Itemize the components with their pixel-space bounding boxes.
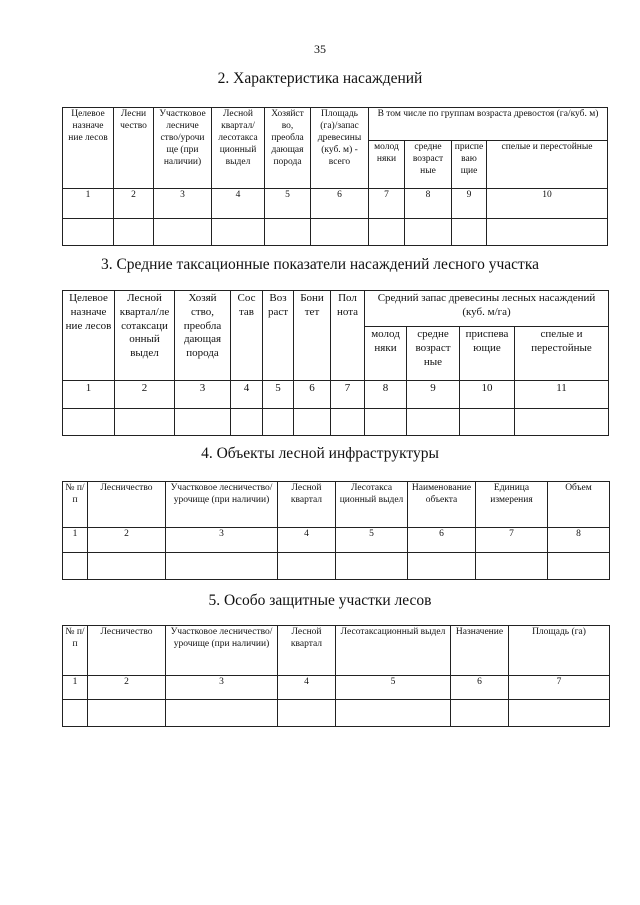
header-forestry: Лесничество	[88, 482, 166, 528]
col-num: 5	[265, 189, 311, 219]
header-middle-aged: средне возраст ные	[407, 327, 460, 381]
taxation-indicators-table	[62, 290, 609, 436]
table-cell[interactable]	[166, 553, 278, 580]
table-cell[interactable]	[331, 409, 365, 436]
col-num: 10	[487, 189, 608, 219]
header-district-forestry: Участковое лесничество/урочище (при наличии)	[166, 626, 278, 676]
table-cell[interactable]	[451, 700, 509, 727]
col-num: 10	[460, 381, 515, 409]
col-num: 5	[336, 528, 408, 553]
table-cell[interactable]	[212, 219, 265, 246]
table-cell[interactable]	[408, 553, 476, 580]
header-quarter: Лесной квартал	[278, 626, 336, 676]
col-num: 2	[88, 528, 166, 553]
header-density: Пол нота	[331, 291, 365, 381]
header-quarter-allotment: Лесной квартал/ лесотакса ционный выдел	[212, 108, 265, 189]
table-cell[interactable]	[63, 409, 115, 436]
col-num: 7	[369, 189, 405, 219]
table-cell[interactable]	[263, 409, 294, 436]
header-age: Воз раст	[263, 291, 294, 381]
header-young: молод няки	[365, 327, 407, 381]
col-num: 5	[263, 381, 294, 409]
col-num: 4	[212, 189, 265, 219]
header-area-volume: Площадь (га)/запас древесины (куб. м) - всего	[311, 108, 369, 189]
table-cell[interactable]	[175, 409, 231, 436]
header-mature-overmature: спелые и перестойные	[487, 141, 608, 189]
section-5-title: 5. Особо защитные участки лесов	[208, 592, 432, 609]
table-cell[interactable]	[460, 409, 515, 436]
col-num: 1	[63, 528, 88, 553]
header-row-number: № п/п	[63, 626, 88, 676]
header-dominant-species: Хозяй ство, преобла дающая порода	[175, 291, 231, 381]
table-cell[interactable]	[63, 700, 88, 727]
col-num: 7	[476, 528, 548, 553]
col-num: 11	[515, 381, 609, 409]
table-cell[interactable]	[509, 700, 610, 727]
header-area: Площадь (га)	[509, 626, 610, 676]
header-middle-aged: средне возраст ные	[405, 141, 452, 189]
col-num: 6	[408, 528, 476, 553]
col-num: 3	[154, 189, 212, 219]
table-cell[interactable]	[114, 219, 154, 246]
header-target-purpose: Целевое назначе ние лесов	[63, 291, 115, 381]
header-row-number: № п/п	[63, 482, 88, 528]
table-cell[interactable]	[476, 553, 548, 580]
protected-areas-table	[62, 625, 610, 727]
table-cell[interactable]	[336, 700, 451, 727]
column-number-row	[63, 528, 610, 553]
header-dominant-species: Хозяйст во, преобла дающая порода	[265, 108, 311, 189]
table-cell[interactable]	[154, 219, 212, 246]
table-row	[63, 553, 610, 580]
table-cell[interactable]	[365, 409, 407, 436]
col-num: 1	[63, 381, 115, 409]
column-number-row	[63, 189, 608, 219]
table-cell[interactable]	[407, 409, 460, 436]
header-quarter: Лесной квартал	[278, 482, 336, 528]
header-maturing: приспе ваю щие	[452, 141, 487, 189]
col-num: 2	[88, 676, 166, 700]
col-num: 7	[331, 381, 365, 409]
col-num: 6	[311, 189, 369, 219]
table-cell[interactable]	[336, 553, 408, 580]
col-num: 3	[166, 528, 278, 553]
table-cell[interactable]	[487, 219, 608, 246]
table-cell[interactable]	[63, 219, 114, 246]
col-num: 8	[548, 528, 610, 553]
col-num: 9	[452, 189, 487, 219]
col-num: 1	[63, 676, 88, 700]
table-cell[interactable]	[294, 409, 331, 436]
header-quarter-allotment: Лесной квартал/ле сотаксаци онный выдел	[115, 291, 175, 381]
col-num: 7	[509, 676, 610, 700]
header-unit: Единица измерения	[476, 482, 548, 528]
header-bonitet: Бони тет	[294, 291, 331, 381]
table-cell[interactable]	[166, 700, 278, 727]
header-district-forestry: Участковое лесничество/ урочище (при наличии)	[166, 482, 278, 528]
col-num: 2	[115, 381, 175, 409]
table-cell[interactable]	[515, 409, 609, 436]
col-num: 2	[114, 189, 154, 219]
header-object-name: Наименование объекта	[408, 482, 476, 528]
table-cell[interactable]	[278, 700, 336, 727]
table-row	[63, 409, 609, 436]
col-num: 5	[336, 676, 451, 700]
header-allotment: Лесотаксационный выдел	[336, 626, 451, 676]
table-cell[interactable]	[311, 219, 369, 246]
header-district-forestry: Участковое лесниче ство/урочи ще (при наличии)	[154, 108, 212, 189]
header-purpose: Назначение	[451, 626, 509, 676]
col-num: 8	[405, 189, 452, 219]
header-allotment: Лесотакса ционный выдел	[336, 482, 408, 528]
col-num: 4	[278, 676, 336, 700]
table-cell[interactable]	[369, 219, 405, 246]
header-maturing: приспева ющие	[460, 327, 515, 381]
col-num: 1	[63, 189, 114, 219]
col-num: 3	[166, 676, 278, 700]
table-cell[interactable]	[88, 553, 166, 580]
header-age-groups: В том числе по группам возраста древостоя (га/куб. м)	[369, 108, 608, 141]
header-composition: Сос тав	[231, 291, 263, 381]
header-forestry: Лесничество	[88, 626, 166, 676]
col-num: 4	[231, 381, 263, 409]
page-number: 35	[314, 42, 326, 56]
header-average-stock: Средний запас древесины лесных насаждений (куб. м/га)	[365, 291, 609, 327]
table-cell[interactable]	[63, 553, 88, 580]
section-3-title: 3. Средние таксационные показатели насаждений лесного участка	[100, 256, 540, 273]
col-num: 6	[294, 381, 331, 409]
table-cell[interactable]	[548, 553, 610, 580]
characteristics-table	[62, 107, 608, 246]
infrastructure-table	[62, 481, 610, 580]
header-target-purpose: Целевое назначе ние лесов	[63, 108, 114, 189]
table-row	[63, 219, 608, 246]
table-cell[interactable]	[405, 219, 452, 246]
table-cell[interactable]	[231, 409, 263, 436]
col-num: 4	[278, 528, 336, 553]
header-young: молод няки	[369, 141, 405, 189]
header-forestry: Лесни чество	[114, 108, 154, 189]
col-num: 8	[365, 381, 407, 409]
column-number-row	[63, 381, 609, 409]
table-cell[interactable]	[452, 219, 487, 246]
table-cell[interactable]	[88, 700, 166, 727]
table-cell[interactable]	[115, 409, 175, 436]
header-volume: Объем	[548, 482, 610, 528]
header-mature-overmature: спелые и перестойные	[515, 327, 609, 381]
col-num: 6	[451, 676, 509, 700]
table-row	[63, 700, 610, 727]
column-number-row	[63, 676, 610, 700]
table-cell[interactable]	[265, 219, 311, 246]
table-cell[interactable]	[278, 553, 336, 580]
col-num: 3	[175, 381, 231, 409]
section-2-title: 2. Характеристика насаждений	[217, 70, 423, 87]
section-4-title: 4. Объекты лесной инфраструктуры	[201, 445, 439, 462]
col-num: 9	[407, 381, 460, 409]
